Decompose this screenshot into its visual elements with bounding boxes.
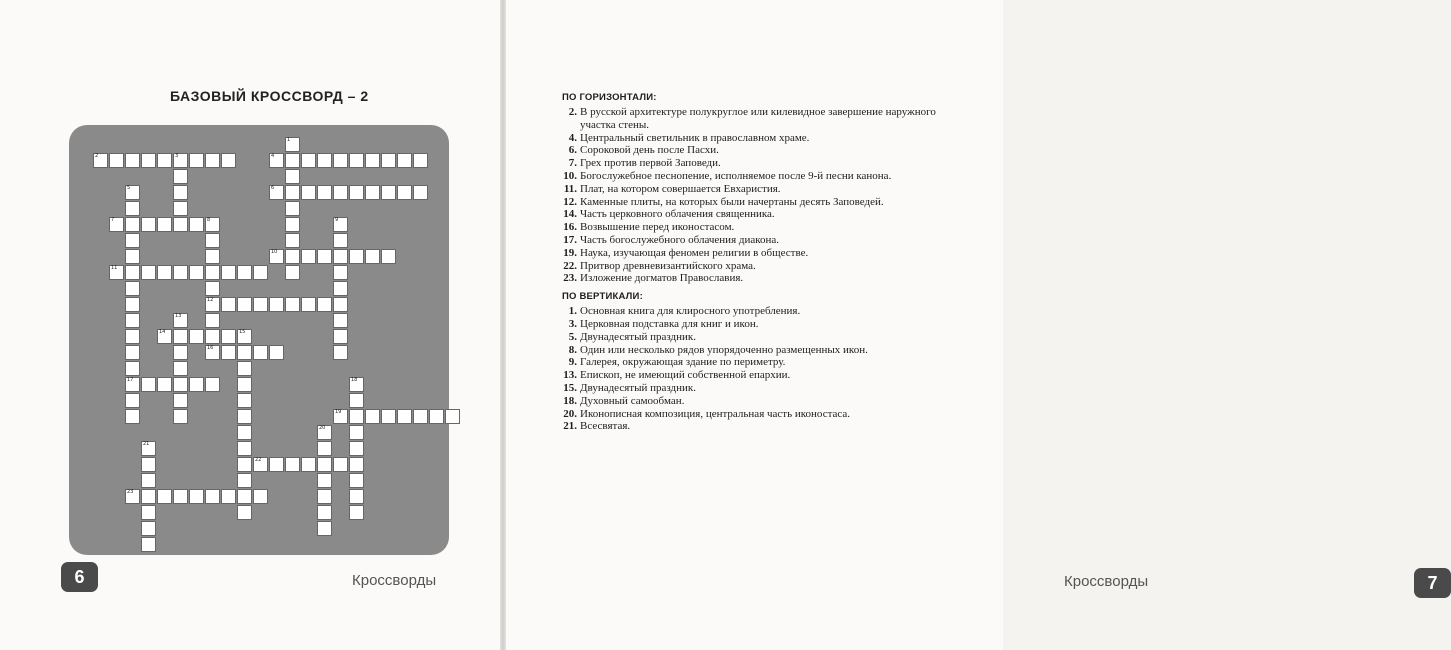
page-number-left: 6 bbox=[61, 562, 98, 592]
cell-number: 11 bbox=[111, 265, 118, 271]
clue-down-9 bbox=[562, 356, 947, 369]
clue-number: 8. bbox=[568, 343, 577, 356]
across-heading: ПО ГОРИЗОНТАЛИ: bbox=[562, 92, 657, 103]
crossword-cell[interactable] bbox=[173, 169, 188, 184]
crossword-cell[interactable] bbox=[173, 345, 188, 360]
clue-text: Двунадесятый праздник. bbox=[580, 381, 696, 394]
crossword-cell[interactable] bbox=[125, 201, 140, 216]
crossword-cell[interactable] bbox=[205, 281, 220, 296]
crossword-cell[interactable] bbox=[205, 233, 220, 248]
cell-number: 17 bbox=[127, 377, 134, 383]
crossword-cell[interactable] bbox=[269, 297, 284, 312]
clue-across-6 bbox=[562, 144, 947, 157]
clue-number: 21. bbox=[563, 420, 577, 433]
cell-number: 6 bbox=[271, 185, 275, 191]
clue-text: Иконописная композиция, центральная часть иконостаса. bbox=[580, 407, 851, 420]
crossword-cell[interactable] bbox=[141, 217, 156, 232]
crossword-cell[interactable] bbox=[205, 313, 220, 328]
clue-number: 4. bbox=[568, 131, 577, 144]
crossword-cell[interactable] bbox=[365, 409, 380, 424]
crossword-cell[interactable] bbox=[333, 153, 348, 168]
cell-number: 12 bbox=[207, 297, 214, 303]
crossword-cell[interactable] bbox=[237, 489, 252, 504]
clue-down-15 bbox=[562, 382, 947, 395]
clue-across-22 bbox=[562, 260, 947, 273]
crossword-cell[interactable] bbox=[317, 457, 332, 472]
crossword-cell[interactable] bbox=[189, 377, 204, 392]
cell-number: 23 bbox=[127, 489, 134, 495]
clue-down-20 bbox=[562, 408, 947, 421]
crossword-cell[interactable] bbox=[333, 249, 348, 264]
clue-across-11 bbox=[562, 183, 947, 196]
clue-text: Двунадесятый праздник. bbox=[580, 330, 696, 343]
clue-text: Плат, на котором совершается Евхаристия. bbox=[580, 182, 781, 195]
crossword-cell[interactable] bbox=[301, 297, 316, 312]
cell-number: 14 bbox=[159, 329, 166, 335]
clue-number: 5. bbox=[568, 330, 577, 343]
clue-text: Один или несколько рядов упорядоченно размещенных икон. bbox=[580, 343, 868, 356]
crossword-cell[interactable] bbox=[125, 249, 140, 264]
crossword-cell[interactable] bbox=[173, 329, 188, 344]
crossword-cell[interactable] bbox=[381, 249, 396, 264]
crossword-cell[interactable] bbox=[317, 249, 332, 264]
clue-text: Сороковой день после Пасхи. bbox=[580, 144, 719, 157]
clue-number: 12. bbox=[563, 195, 577, 208]
crossword-cell[interactable] bbox=[237, 345, 252, 360]
crossword-cell[interactable] bbox=[285, 249, 300, 264]
crossword-cell[interactable] bbox=[349, 377, 364, 392]
crossword-cell[interactable] bbox=[237, 441, 252, 456]
crossword-cell[interactable] bbox=[285, 265, 300, 280]
clue-number: 15. bbox=[563, 381, 577, 394]
crossword-cell[interactable] bbox=[301, 153, 316, 168]
crossword-cell[interactable] bbox=[349, 153, 364, 168]
crossword-cell[interactable] bbox=[349, 425, 364, 440]
clue-text: Епископ, не имеющий собственной епархии. bbox=[580, 369, 791, 382]
crossword-cell[interactable] bbox=[157, 329, 172, 344]
crossword-cell[interactable] bbox=[381, 185, 396, 200]
crossword-cell[interactable] bbox=[349, 489, 364, 504]
crossword-cell[interactable] bbox=[173, 265, 188, 280]
clue-number: 11. bbox=[563, 182, 577, 195]
crossword-cell[interactable] bbox=[349, 505, 364, 520]
crossword-cell[interactable] bbox=[173, 313, 188, 328]
cell-number: 16 bbox=[207, 345, 214, 351]
cell-number: 7 bbox=[111, 217, 115, 223]
crossword-cell[interactable] bbox=[285, 457, 300, 472]
crossword-cell[interactable] bbox=[285, 169, 300, 184]
clue-number: 1. bbox=[568, 305, 577, 318]
crossword-cell[interactable] bbox=[125, 329, 140, 344]
crossword-cell[interactable] bbox=[189, 217, 204, 232]
crossword-cell[interactable] bbox=[349, 409, 364, 424]
cell-number: 13 bbox=[175, 313, 182, 319]
crossword-cell[interactable] bbox=[125, 345, 140, 360]
cell-number: 21 bbox=[143, 441, 150, 447]
crossword-cell[interactable] bbox=[285, 233, 300, 248]
crossword-cell[interactable] bbox=[317, 185, 332, 200]
clue-number: 16. bbox=[563, 221, 577, 234]
crossword-cell[interactable] bbox=[189, 265, 204, 280]
cell-number: 5 bbox=[127, 185, 131, 191]
crossword-cell[interactable] bbox=[317, 153, 332, 168]
clue-text: Всесвятая. bbox=[580, 420, 631, 433]
clue-text: Каменные плиты, на которых были начертаны десять Заповедей. bbox=[580, 195, 884, 208]
crossword-cell[interactable] bbox=[237, 473, 252, 488]
clues-panel bbox=[562, 92, 947, 433]
clue-number: 6. bbox=[568, 144, 577, 157]
clue-number: 18. bbox=[563, 394, 577, 407]
crossword-cell[interactable] bbox=[189, 489, 204, 504]
crossword-cell[interactable] bbox=[413, 153, 428, 168]
clue-down-3 bbox=[562, 318, 947, 331]
cell-number: 8 bbox=[207, 217, 211, 223]
crossword-cell[interactable] bbox=[173, 153, 188, 168]
crossword-cell[interactable] bbox=[125, 361, 140, 376]
clue-across-4 bbox=[562, 132, 947, 145]
clue-across-12 bbox=[562, 196, 947, 209]
crossword-cell[interactable] bbox=[125, 409, 140, 424]
crossword-cell[interactable] bbox=[333, 457, 348, 472]
crossword-cell[interactable] bbox=[349, 457, 364, 472]
crossword-cell[interactable] bbox=[333, 345, 348, 360]
clue-across-17 bbox=[562, 234, 947, 247]
crossword-cell[interactable] bbox=[125, 265, 140, 280]
clue-text: Богослужебное песнопение, исполняемое после 9-й песни канона. bbox=[580, 169, 892, 182]
clue-text: Основная книга для клиросного употребления. bbox=[580, 305, 801, 318]
crossword-cell[interactable] bbox=[333, 217, 348, 232]
crossword-cell[interactable] bbox=[141, 377, 156, 392]
clue-across-16 bbox=[562, 221, 947, 234]
clue-number: 14. bbox=[563, 208, 577, 221]
cell-number: 18 bbox=[351, 377, 358, 383]
crossword-cell[interactable] bbox=[333, 313, 348, 328]
crossword-cell[interactable] bbox=[253, 457, 268, 472]
clue-text: Наука, изучающая феномен религии в обществе. bbox=[580, 246, 809, 259]
crossword-cell[interactable] bbox=[205, 249, 220, 264]
crossword-cell[interactable] bbox=[333, 409, 348, 424]
crossword-cell[interactable] bbox=[125, 281, 140, 296]
crossword-cell[interactable] bbox=[109, 265, 124, 280]
crossword-cell[interactable] bbox=[125, 153, 140, 168]
crossword-cell[interactable] bbox=[381, 153, 396, 168]
clue-text: Галерея, окружающая здание по периметру. bbox=[580, 356, 786, 369]
crossword-cell[interactable] bbox=[205, 345, 220, 360]
crossword-cell[interactable] bbox=[413, 185, 428, 200]
clue-down-5 bbox=[562, 331, 947, 344]
crossword-cell[interactable] bbox=[253, 489, 268, 504]
clue-number: 7. bbox=[568, 157, 577, 170]
crossword-cell[interactable] bbox=[141, 505, 156, 520]
clue-text: Часть церковного облачения священника. bbox=[580, 208, 775, 221]
crossword-cell[interactable] bbox=[173, 185, 188, 200]
crossword-cell[interactable] bbox=[285, 153, 300, 168]
cell-number: 1 bbox=[287, 137, 291, 143]
clue-text: Духовный самообман. bbox=[580, 394, 685, 407]
crossword-cell[interactable] bbox=[301, 249, 316, 264]
crossword-cell[interactable] bbox=[125, 313, 140, 328]
cell-number: 19 bbox=[335, 409, 342, 415]
crossword-cell[interactable] bbox=[205, 217, 220, 232]
crossword-cell[interactable] bbox=[125, 377, 140, 392]
clue-across-14 bbox=[562, 208, 947, 221]
crossword-cell[interactable] bbox=[141, 537, 156, 552]
crossword-cell[interactable] bbox=[285, 217, 300, 232]
crossword-cell[interactable] bbox=[173, 393, 188, 408]
crossword-cell[interactable] bbox=[189, 153, 204, 168]
crossword-cell[interactable] bbox=[221, 489, 236, 504]
down-heading: ПО ВЕРТИКАЛИ: bbox=[562, 291, 643, 303]
crossword-cell[interactable] bbox=[285, 185, 300, 200]
crossword-cell[interactable] bbox=[333, 185, 348, 200]
crossword-cell[interactable] bbox=[173, 489, 188, 504]
crossword-cell[interactable] bbox=[125, 217, 140, 232]
down-clue-list bbox=[562, 305, 947, 433]
cell-number: 3 bbox=[175, 153, 179, 159]
crossword-cell[interactable] bbox=[237, 505, 252, 520]
crossword-cell[interactable] bbox=[221, 345, 236, 360]
crossword-cell[interactable] bbox=[205, 265, 220, 280]
clue-across-7 bbox=[562, 157, 947, 170]
crossword-cell[interactable] bbox=[317, 441, 332, 456]
across-clue-list bbox=[562, 106, 947, 285]
crossword-cell[interactable] bbox=[253, 265, 268, 280]
crossword-cell[interactable] bbox=[349, 249, 364, 264]
crossword-cell[interactable] bbox=[141, 457, 156, 472]
cell-number: 2 bbox=[95, 153, 99, 159]
clue-text: Центральный светильник в православном храме. bbox=[580, 131, 810, 144]
clue-across-10 bbox=[562, 170, 947, 183]
crossword-cell[interactable] bbox=[205, 489, 220, 504]
crossword-cell[interactable] bbox=[237, 265, 252, 280]
page-number-right: 7 bbox=[1414, 568, 1451, 598]
crossword-cell[interactable] bbox=[237, 393, 252, 408]
clue-text: Часть богослужебного облачения диакона. bbox=[580, 233, 780, 246]
crossword-cell[interactable] bbox=[317, 505, 332, 520]
crossword-cell[interactable] bbox=[237, 361, 252, 376]
cell-number: 15 bbox=[239, 329, 246, 335]
crossword-cell[interactable] bbox=[445, 409, 460, 424]
crossword-cell[interactable] bbox=[349, 473, 364, 488]
crossword-cell[interactable] bbox=[205, 377, 220, 392]
crossword-cell[interactable] bbox=[333, 233, 348, 248]
crossword-cell[interactable] bbox=[141, 153, 156, 168]
cell-number: 4 bbox=[271, 153, 275, 159]
clue-text: В русской архитектуре полукруглое или килевидное завершение наружного участка стены. bbox=[580, 106, 936, 131]
clue-down-13 bbox=[562, 369, 947, 382]
clue-number: 19. bbox=[563, 246, 577, 259]
crossword-cell[interactable] bbox=[397, 409, 412, 424]
crossword-cell[interactable] bbox=[413, 409, 428, 424]
crossword-cell[interactable] bbox=[221, 265, 236, 280]
crossword-cell[interactable] bbox=[93, 153, 108, 168]
cell-number: 10 bbox=[271, 249, 278, 255]
clue-down-1 bbox=[562, 305, 947, 318]
clue-text: Возвышение перед иконостасом. bbox=[580, 221, 735, 234]
clue-across-2 bbox=[562, 106, 947, 132]
cell-number: 22 bbox=[255, 457, 262, 463]
crossword-cell[interactable] bbox=[317, 297, 332, 312]
crossword-cell[interactable] bbox=[333, 297, 348, 312]
crossword-cell[interactable] bbox=[221, 329, 236, 344]
crossword-cell[interactable] bbox=[125, 233, 140, 248]
cell-number: 9 bbox=[335, 217, 339, 223]
crossword-cell[interactable] bbox=[301, 457, 316, 472]
clue-text: Грех против первой Заповеди. bbox=[580, 157, 721, 170]
crossword-cell[interactable] bbox=[237, 297, 252, 312]
clue-across-19 bbox=[562, 247, 947, 260]
crossword-grid bbox=[69, 125, 449, 555]
crossword-cell[interactable] bbox=[301, 185, 316, 200]
crossword-cell[interactable] bbox=[189, 329, 204, 344]
crossword-cell[interactable] bbox=[157, 377, 172, 392]
crossword-cell[interactable] bbox=[141, 473, 156, 488]
crossword-cell[interactable] bbox=[365, 249, 380, 264]
crossword-cell[interactable] bbox=[285, 297, 300, 312]
crossword-cell[interactable] bbox=[205, 153, 220, 168]
clue-number: 23. bbox=[563, 272, 577, 285]
clue-number: 2. bbox=[568, 106, 577, 118]
crossword-cell[interactable] bbox=[317, 473, 332, 488]
crossword-cell[interactable] bbox=[173, 217, 188, 232]
crossword-cell[interactable] bbox=[237, 425, 252, 440]
crossword-cell[interactable] bbox=[349, 393, 364, 408]
crossword-cell[interactable] bbox=[173, 361, 188, 376]
crossword-cell[interactable] bbox=[205, 329, 220, 344]
clue-number: 3. bbox=[568, 317, 577, 330]
crossword-cell[interactable] bbox=[333, 265, 348, 280]
crossword-cell[interactable] bbox=[141, 489, 156, 504]
crossword-cell[interactable] bbox=[157, 153, 172, 168]
crossword-title: БАЗОВЫЙ КРОССВОРД – 2 bbox=[170, 88, 369, 104]
crossword-cell[interactable] bbox=[173, 201, 188, 216]
footer-right: Кроссворды bbox=[1064, 573, 1149, 590]
clue-number: 10. bbox=[563, 169, 577, 182]
left-page bbox=[0, 0, 500, 650]
clue-number: 22. bbox=[563, 259, 577, 272]
crossword-cell[interactable] bbox=[333, 329, 348, 344]
crossword-cell[interactable] bbox=[317, 425, 332, 440]
crossword-cell[interactable] bbox=[173, 409, 188, 424]
cell-number: 20 bbox=[319, 425, 326, 431]
crossword-cell[interactable] bbox=[333, 281, 348, 296]
crossword-cell[interactable] bbox=[269, 345, 284, 360]
crossword-cell[interactable] bbox=[269, 185, 284, 200]
clue-number: 13. bbox=[563, 369, 577, 382]
clue-across-23 bbox=[562, 272, 947, 285]
clue-down-18 bbox=[562, 395, 947, 408]
crossword-cell[interactable] bbox=[397, 153, 412, 168]
footer-left: Кроссворды bbox=[352, 572, 437, 589]
crossword-cell[interactable] bbox=[285, 137, 300, 152]
crossword-cell[interactable] bbox=[317, 489, 332, 504]
clue-text: Церковная подставка для книг и икон. bbox=[580, 317, 759, 330]
crossword-cell[interactable] bbox=[221, 297, 236, 312]
crossword-cell[interactable] bbox=[285, 201, 300, 216]
crossword-cell[interactable] bbox=[397, 185, 412, 200]
crossword-cell[interactable] bbox=[141, 265, 156, 280]
crossword-cell[interactable] bbox=[109, 153, 124, 168]
crossword-cell[interactable] bbox=[253, 297, 268, 312]
crossword-cell[interactable] bbox=[141, 521, 156, 536]
crossword-cell[interactable] bbox=[173, 377, 188, 392]
crossword-cell[interactable] bbox=[125, 185, 140, 200]
crossword-cell[interactable] bbox=[269, 249, 284, 264]
crossword-cell[interactable] bbox=[125, 297, 140, 312]
crossword-cell[interactable] bbox=[429, 409, 444, 424]
crossword-cell[interactable] bbox=[237, 329, 252, 344]
crossword-cell[interactable] bbox=[365, 185, 380, 200]
clue-number: 20. bbox=[563, 407, 577, 420]
crossword-cell[interactable] bbox=[221, 153, 236, 168]
crossword-cell[interactable] bbox=[237, 377, 252, 392]
clue-number: 9. bbox=[568, 356, 577, 369]
crossword-cell[interactable] bbox=[269, 153, 284, 168]
clue-text: Притвор древневизантийского храма. bbox=[580, 259, 756, 272]
clue-number: 17. bbox=[563, 233, 577, 246]
crossword-cell[interactable] bbox=[125, 489, 140, 504]
crossword-cell[interactable] bbox=[157, 489, 172, 504]
crossword-cell[interactable] bbox=[381, 409, 396, 424]
crossword-cell[interactable] bbox=[109, 217, 124, 232]
crossword-cell[interactable] bbox=[141, 441, 156, 456]
crossword-cell[interactable] bbox=[349, 185, 364, 200]
crossword-cell[interactable] bbox=[349, 441, 364, 456]
crossword-cell[interactable] bbox=[237, 457, 252, 472]
crossword-cell[interactable] bbox=[205, 297, 220, 312]
clue-text: Изложение догматов Православия. bbox=[580, 272, 744, 285]
clue-down-8 bbox=[562, 344, 947, 357]
clue-down-21 bbox=[562, 420, 947, 433]
crossword-cell[interactable] bbox=[125, 393, 140, 408]
crossword-cell[interactable] bbox=[317, 521, 332, 536]
crossword-cell[interactable] bbox=[237, 409, 252, 424]
crossword-cell[interactable] bbox=[157, 217, 172, 232]
crossword-cell[interactable] bbox=[157, 265, 172, 280]
crossword-cell[interactable] bbox=[365, 153, 380, 168]
crossword-cell[interactable] bbox=[253, 345, 268, 360]
crossword-cell[interactable] bbox=[269, 457, 284, 472]
